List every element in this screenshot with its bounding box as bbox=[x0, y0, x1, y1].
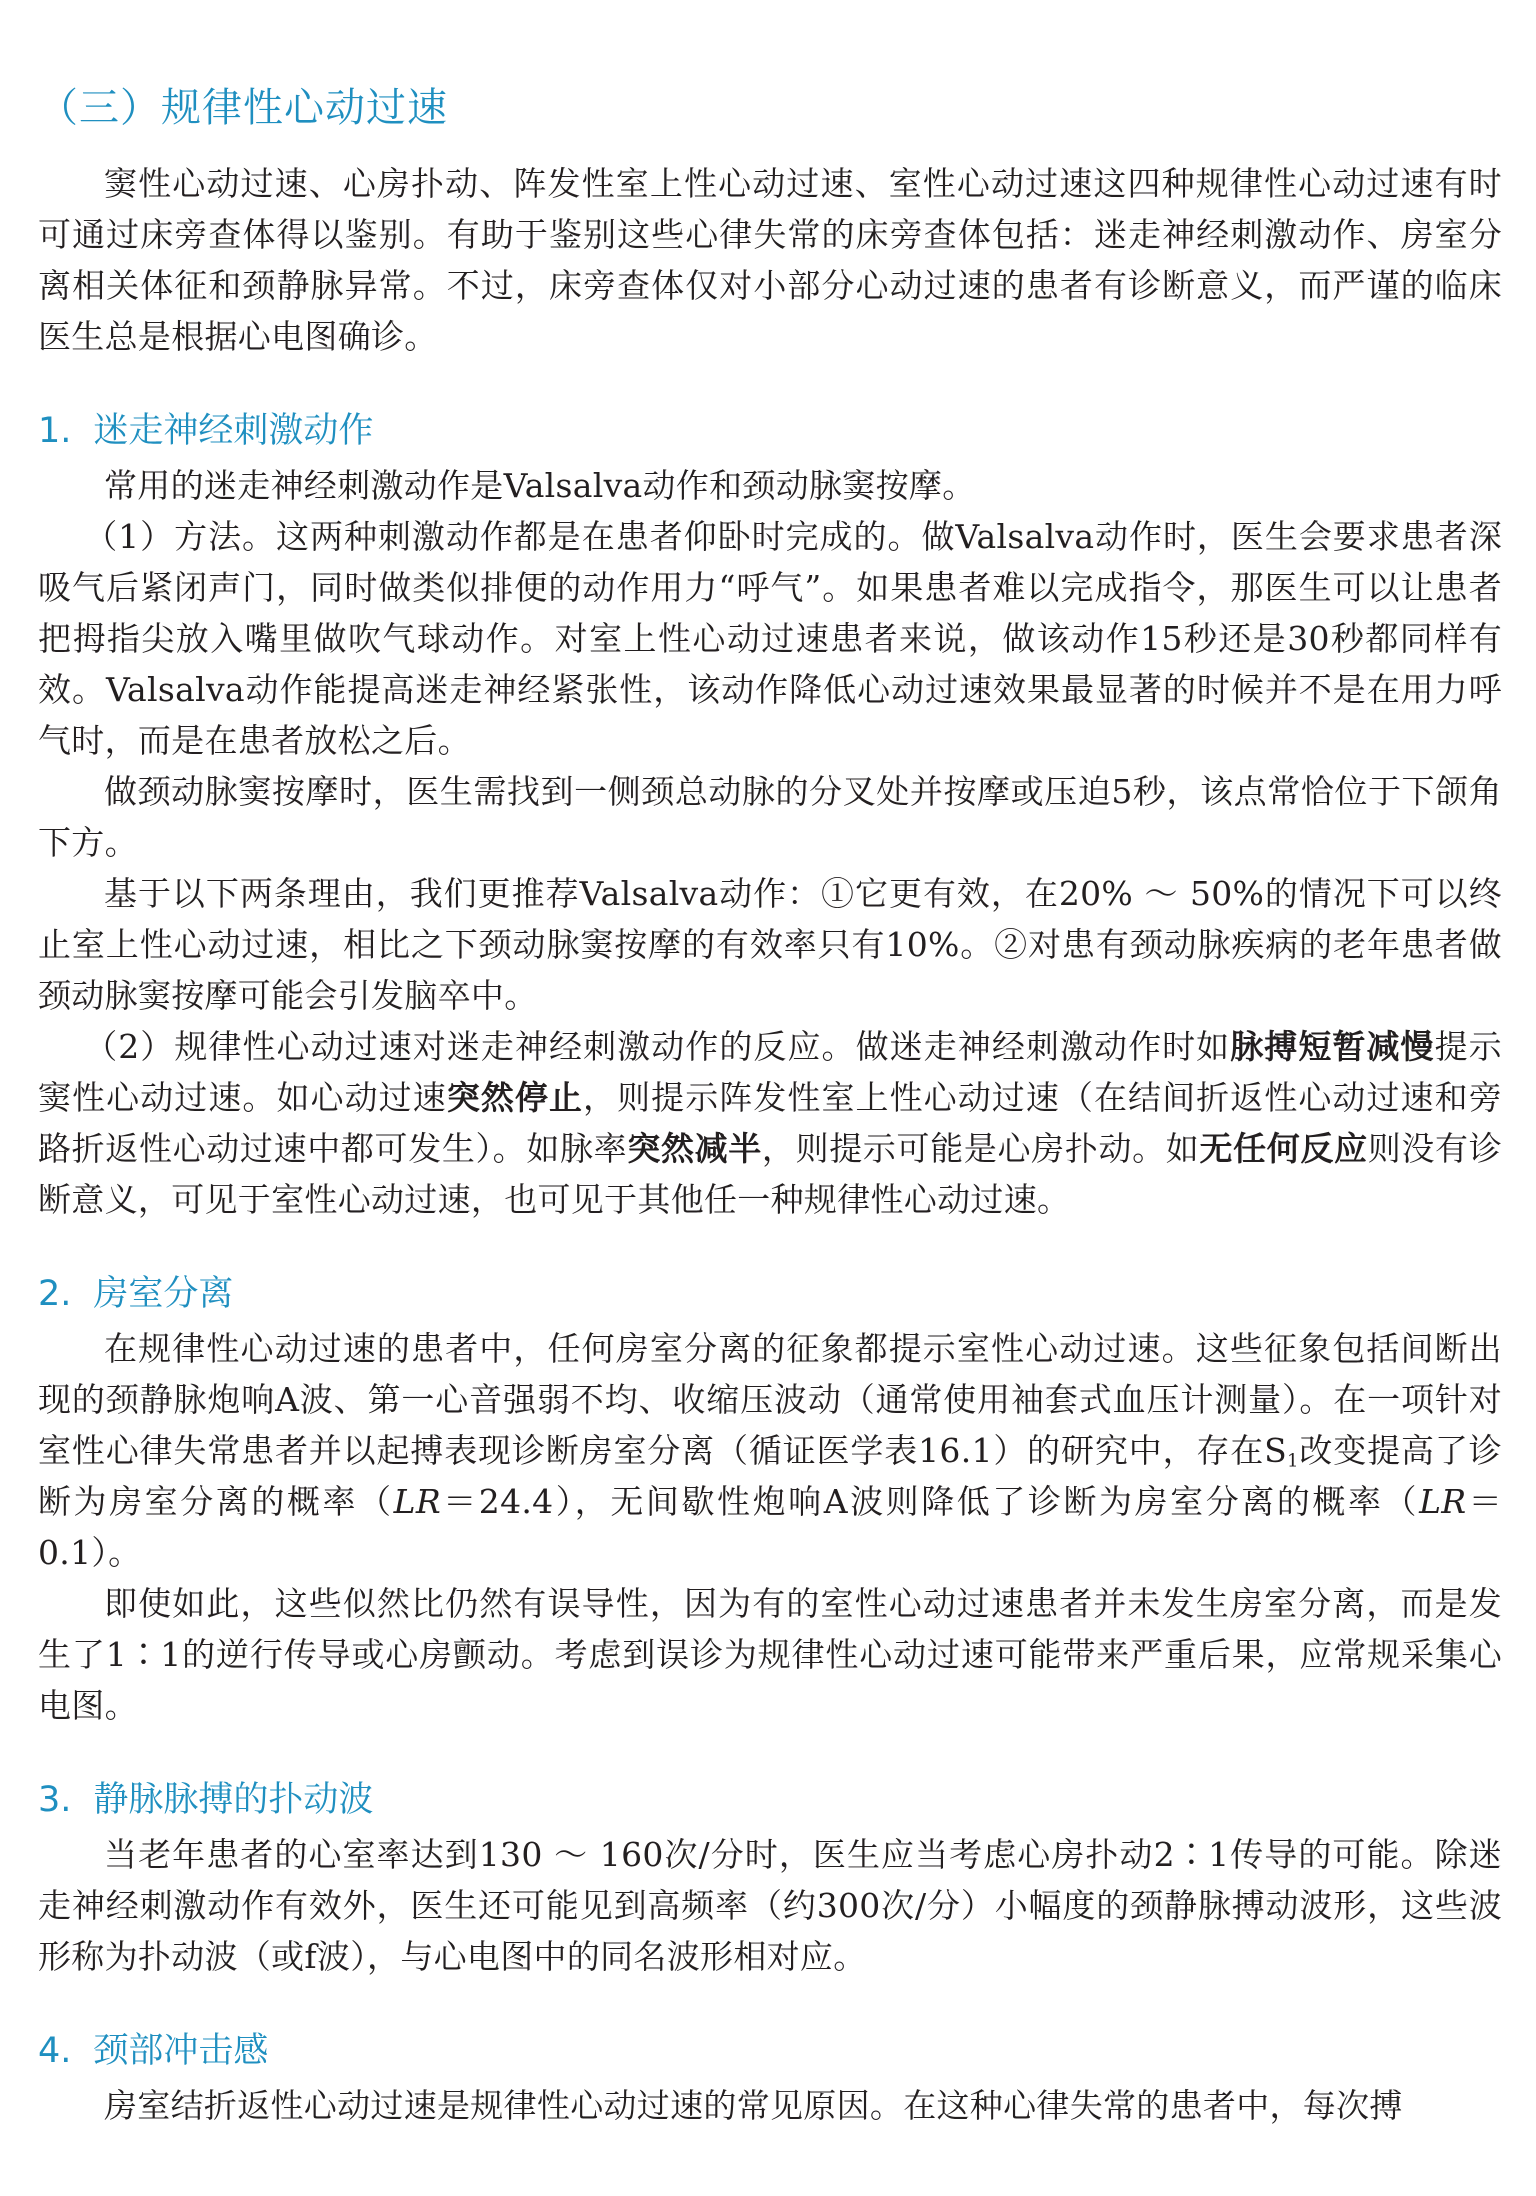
subsection-title: 房室分离 bbox=[93, 1274, 234, 1314]
text-run: ，则提示阵发性室上性心动过速（在结间折返性心动过速和旁路折返性心动过速中都可发生）。如脉率 bbox=[38, 1078, 1502, 1168]
text-run: 提示窦性心动过速。如心动过速 bbox=[38, 1027, 1502, 1117]
bold-term: 突然减半 bbox=[627, 1129, 762, 1168]
subsection-heading-3 bbox=[38, 1771, 1502, 1829]
text-run: ＝24.4），无间歇性炮响A波则降低了诊断为房室分离的概率（ bbox=[440, 1482, 1420, 1521]
subsection-number: 3. bbox=[38, 1780, 72, 1820]
section-title: （三）规律性心动过速 bbox=[38, 85, 448, 131]
italic-term: LR bbox=[393, 1482, 441, 1521]
text-run: ＝0.1）。 bbox=[38, 1482, 1502, 1572]
subsection-heading-4 bbox=[38, 2022, 1502, 2080]
paragraph bbox=[38, 1021, 1502, 1225]
italic-term: LR bbox=[1419, 1482, 1467, 1521]
subsection-title: 颈部冲击感 bbox=[93, 2031, 269, 2071]
paragraph: 常用的迷走神经刺激动作是Valsalva动作和颈动脉窦按摩。 bbox=[104, 466, 976, 505]
subsection-heading-1 bbox=[38, 402, 1502, 460]
bold-term: 无任何反应 bbox=[1199, 1129, 1368, 1168]
paragraph: （1）方法。这两种刺激动作都是在患者仰卧时完成的。做Valsalva动作时，医生会要求患者深吸气后紧闭声门，同时做类似排便的动作用力“呼气”。如果患者难以完成指令，那医生可以让患者把拇指尖放入嘴里做吹气球动作。对室上性心动过速患者来说，做该动作15秒还是30秒都同样有效。Valsalva动作能提高迷走神经紧张性，该动作降低心动过速效果最显著的时候并不是在用力呼气时，而是在患者放松之后。 bbox=[38, 517, 1502, 760]
paragraph bbox=[38, 1323, 1502, 1578]
bold-term: 脉搏短暂减慢 bbox=[1230, 1027, 1435, 1066]
intro-paragraph: 窦性心动过速、心房扑动、阵发性室上性心动过速、室性心动过速这四种规律性心动过速有时可通过床旁查体得以鉴别。有助于鉴别这些心律失常的床旁查体包括：迷走神经刺激动作、房室分离相关体征和颈静脉异常。不过，床旁查体仅对小部分心动过速的患者有诊断意义，而严谨的临床医生总是根据心电图确诊。 bbox=[38, 164, 1502, 356]
paragraph: 当老年患者的心室率达到130 ～ 160次/分时，医生应当考虑心房扑动2∶1传导的可能。除迷走神经刺激动作有效外，医生还可能见到高频率（约300次/分）小幅度的颈静脉搏动波形，这些波形称为扑动波（或f波），与心电图中的同名波形相对应。 bbox=[38, 1835, 1502, 1976]
paragraph: 基于以下两条理由，我们更推荐Valsalva动作：①它更有效，在20% ～ 50%的情况下可以终止室上性心动过速，相比之下颈动脉窦按摩的有效率只有10%。②对患有颈动脉疾病的老年患者做颈动脉窦按摩可能会引发脑卒中。 bbox=[38, 874, 1502, 1015]
text-run: 则没有诊断意义，可见于室性心动过速，也可见于其他任一种规律性心动过速。 bbox=[38, 1129, 1503, 1219]
subsection-number: 2. bbox=[38, 1274, 72, 1314]
bold-term: 突然停止 bbox=[446, 1078, 584, 1117]
paragraph: 即使如此，这些似然比仍然有误导性，因为有的室性心动过速患者并未发生房室分离，而是发生了1∶1的逆行传导或心房颤动。考虑到误诊为规律性心动过速可能带来严重后果，应常规采集心电图。 bbox=[38, 1584, 1502, 1725]
paragraph: 做颈动脉窦按摩时，医生需找到一侧颈总动脉的分叉处并按摩或压迫5秒，该点常恰位于下颌角下方。 bbox=[38, 772, 1502, 862]
subsection-heading-2 bbox=[38, 1265, 1502, 1323]
text-run: （2）规律性心动过速对迷走神经刺激动作的反应。做迷走神经刺激动作时如 bbox=[84, 1027, 1231, 1066]
subsection-number: 4. bbox=[38, 2031, 72, 2071]
subscript: 1 bbox=[1287, 1450, 1299, 1472]
subsection-title: 静脉脉搏的扑动波 bbox=[93, 1780, 374, 1820]
paragraph: 房室结折返性心动过速是规律性心动过速的常见原因。在这种心律失常的患者中，每次搏 bbox=[104, 2086, 1403, 2125]
subsection-number: 1. bbox=[38, 411, 72, 451]
text-run: ，则提示可能是心房扑动。如 bbox=[761, 1129, 1200, 1168]
text-run: 在规律性心动过速的患者中，任何房室分离的征象都提示室性心动过速。这些征象包括间断出现的颈静脉炮响A波、第一心音强弱不均、收缩压波动（通常使用袖套式血压计测量）。在一项针对室性心律失常患者并以起搏表现诊断房室分离（循证医学表16.1）的研究中，存在S bbox=[38, 1329, 1502, 1470]
text-run: 改变提高了诊断为房室分离的概率（ bbox=[38, 1431, 1502, 1521]
subsection-title: 迷走神经刺激动作 bbox=[93, 411, 374, 451]
